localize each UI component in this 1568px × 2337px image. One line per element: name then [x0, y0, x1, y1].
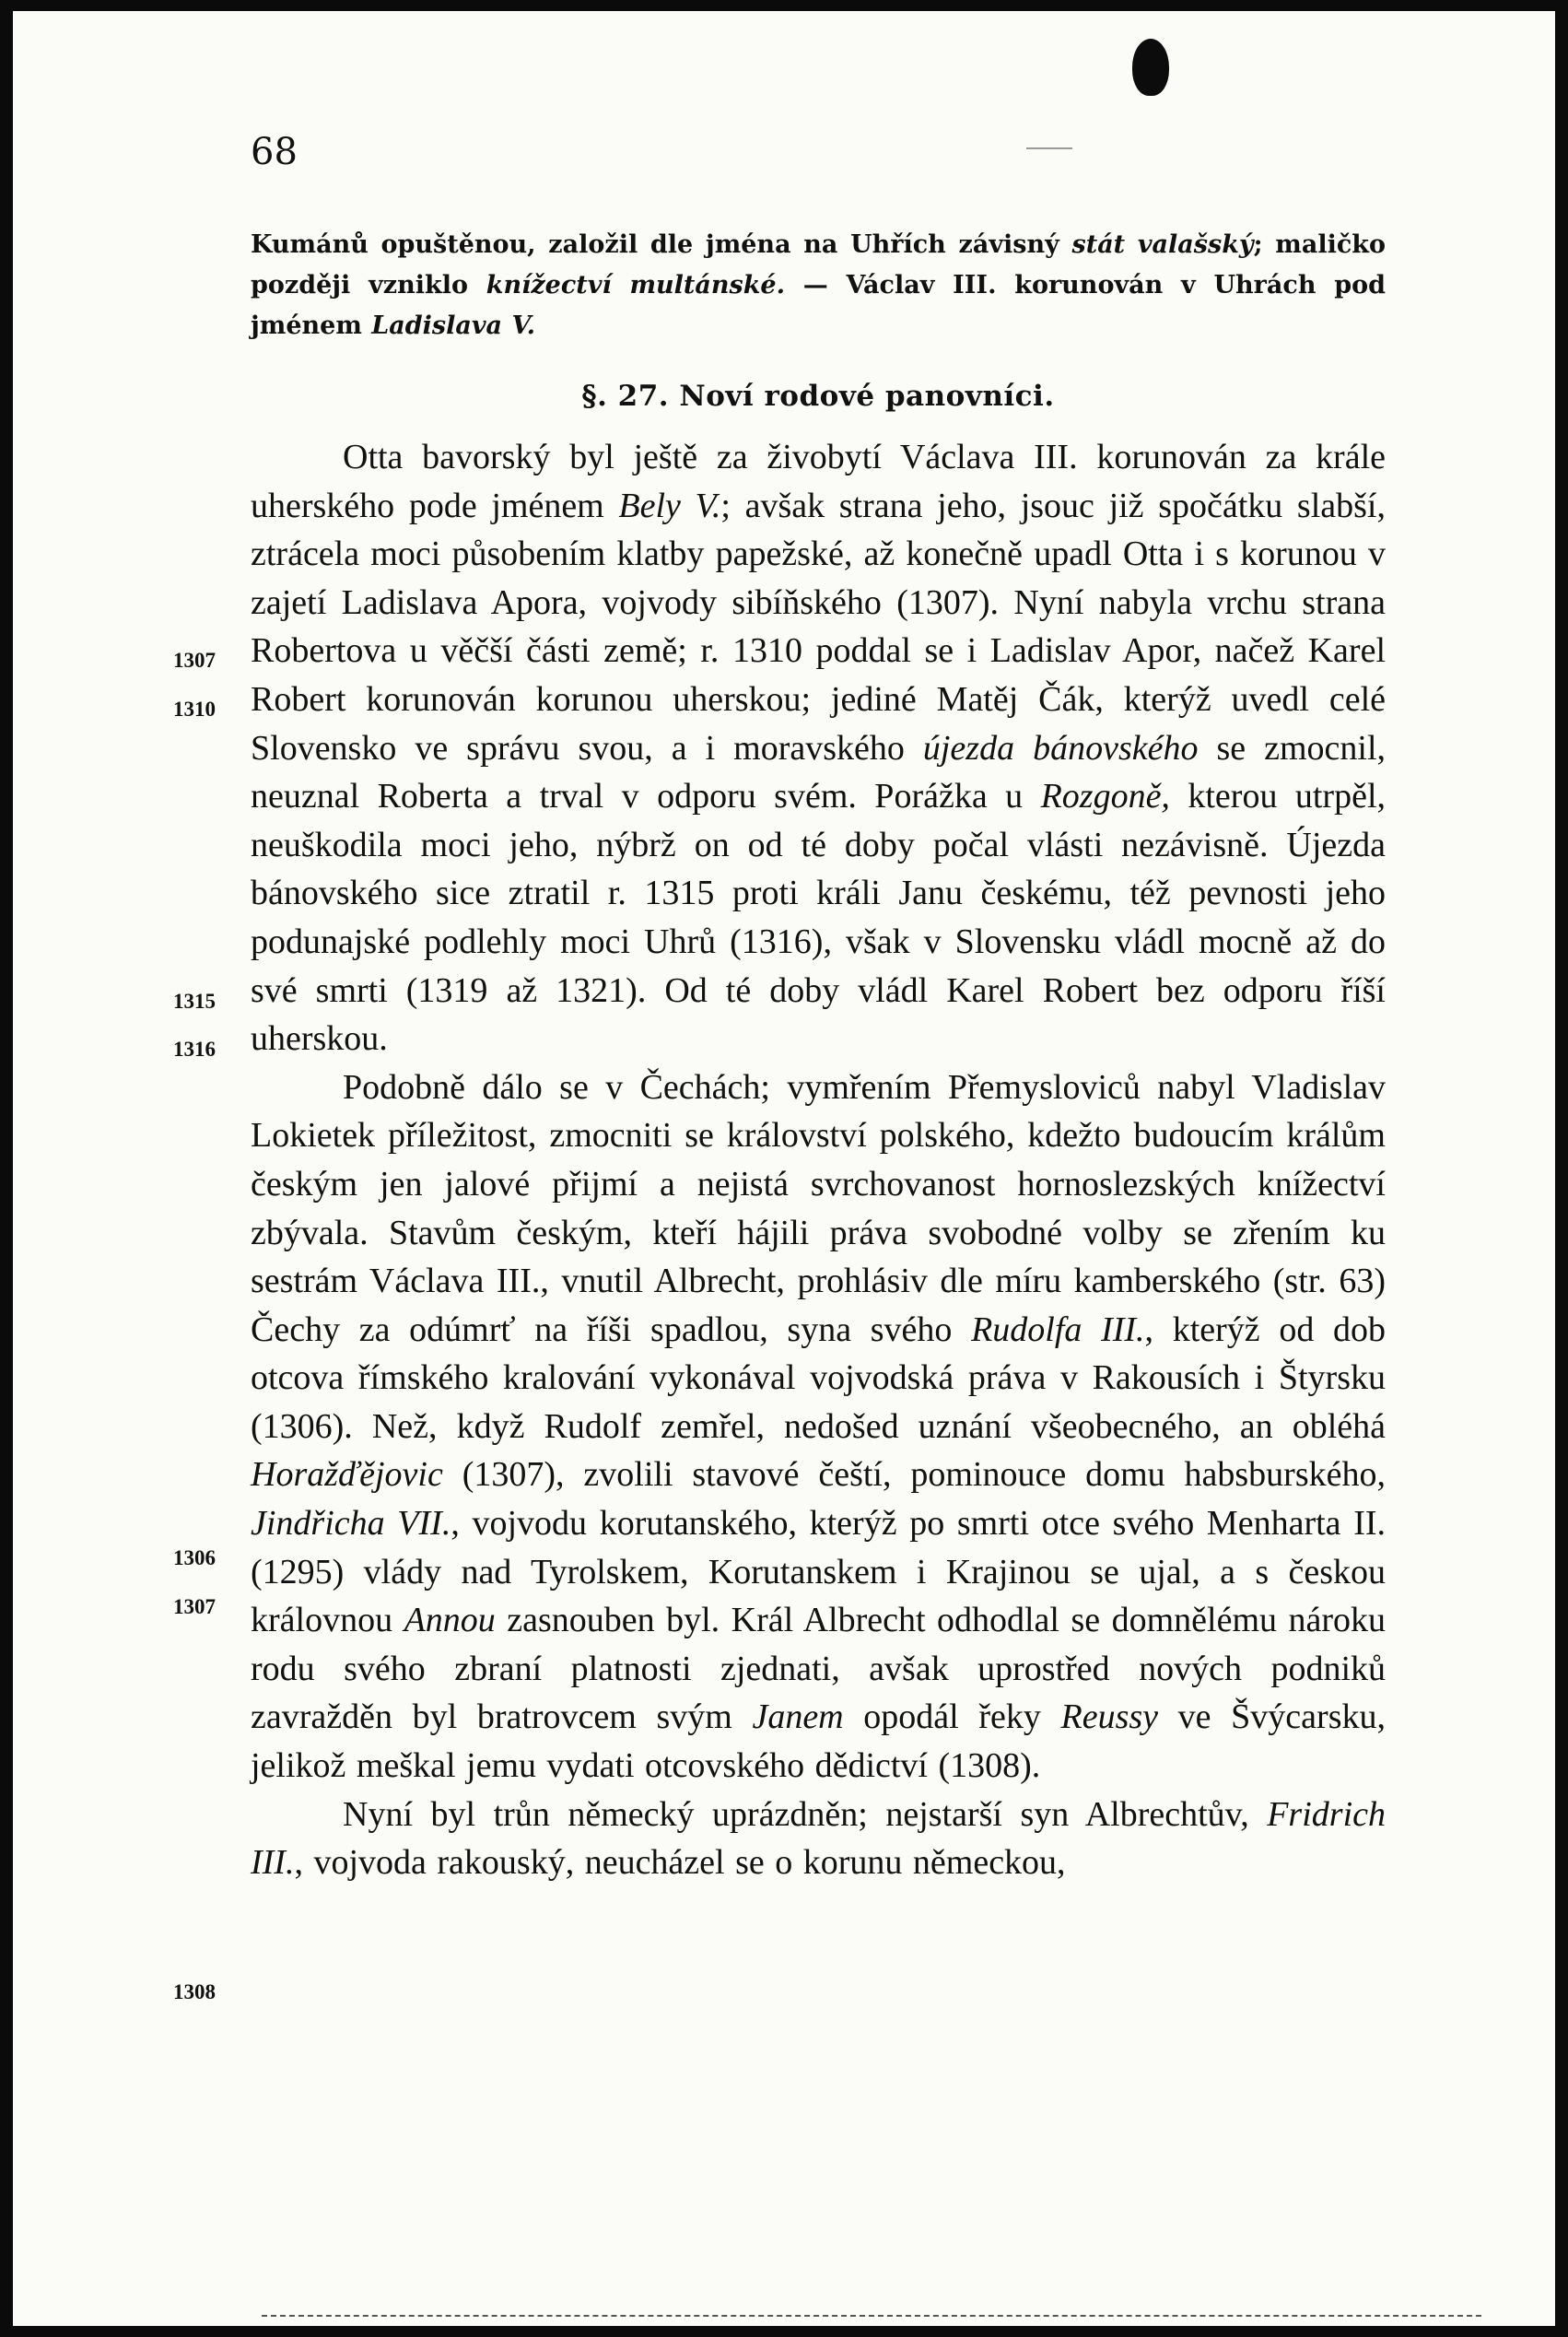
- page-edge: [262, 2315, 1481, 2320]
- margin-year: 1310: [173, 698, 216, 721]
- paragraph: Otta bavorský byl ještě za živobytí Václava III. korunován za krále uherského pode jménem Bely V.; avšak strana jeho, jsouc již spočátku slabší, ztrácela moci působením klatby papežské, až konečně upadl Otta i s korunou v zajetí Ladislava Apora, vojvody sibíňského (1307). Nyní nabyla vrchu strana Robertova u věčší části země; r. 1310 poddal se i Ladislav Apor, načež Karel Robert korunován korunou uherskou; jediné Matěj Čák, kterýž uvedl celé Slovensko ve správu svou, a i moravského újezda bánovského se zmocnil, neuznal Roberta a trval v odporu svém. Porážka u Rozgoně, kterou utrpěl, neuškodila moci jeho, nýbrž on od té doby počal vlásti nezávisně. Újezda bánovského sice ztratil r. 1315 proti králi Janu českému, též pevnosti jeho podunajské podlehly moci Uhrů (1316), však v Slovensku vládl mocně až do své smrti (1319 až 1321). Od té doby vládl Karel Robert bez odporu říší uherskou.: [251, 438, 1387, 1059]
- margin-year: 1307: [173, 1595, 216, 1618]
- page-body: [251, 225, 1386, 1887]
- ink-blot: [1132, 39, 1169, 96]
- header-dash: [1026, 147, 1072, 149]
- page-number: 68: [251, 131, 298, 173]
- margin-year: 1315: [173, 990, 216, 1013]
- margin-year: 1306: [173, 1546, 216, 1569]
- continued-footnote: Kumánů opuštěnou, založil dle jména na Uhřích závisný stát valašský; maličko později vzniklo knížectví multánské. — Václav III. korunován v Uhrách pod jménem Ladislava V.: [251, 230, 1386, 340]
- paragraph: Nyní byl trůn německý uprázdněn; nejstarší syn Albrechtův, Fridrich III., vojvoda rakouský, neucházel se o korunu německou,: [251, 1794, 1386, 1883]
- margin-year: 1316: [173, 1038, 216, 1061]
- paragraph: Podobně dálo se v Čechách; vymřením Přemysloviců nabyl Vladislav Lokietek příležitost, zmocniti se království polského, kdežto budoucím králům českým jen jalové přijmí a nejistá svrchovanost hornoslezských knížectví zbývala. Stavům českým, kteří hájili práva svobodné volby se zřením ku sestrám Václava III., vnutil Albrecht, prohlásiv dle míru kamberského (str. 63) Čechy za odúmrť na říši spadlou, syna svého Rudolfa III., kterýž od dob otcova římského kralování vykonával vojvodská práva v Rakousích i Štyrsku (1306). Než, když Rudolf zemřel, nedošed uznání všeobecného, an obléhá Horažďějovic (1307), zvolili stavové čeští, pominouce domu habsburského, Jindřicha VII., vojvodu korutanského, kterýž po smrti otce svého Menharta II. (1295) vlády nad Tyrolskem, Korutanskem i Krajinou se ujal, a s českou královnou Annou zasnouben byl. Král Albrecht odhodlal se domnělému nároku rodu svého zbraní platnosti zjednati, avšak uprostřed nových podniků zavražděn byl bratrovcem svým Janem opodál řeky Reussy ve Švýcarsku, jelikož meškal jemu vydati otcovského dědictví (1308).: [251, 1067, 1387, 1786]
- margin-year: 1308: [173, 1980, 216, 2003]
- margin-year: 1307: [173, 649, 216, 672]
- section-heading: §. 27. Noví rodové panovníci.: [581, 380, 1055, 413]
- book-page: [13, 11, 1555, 2326]
